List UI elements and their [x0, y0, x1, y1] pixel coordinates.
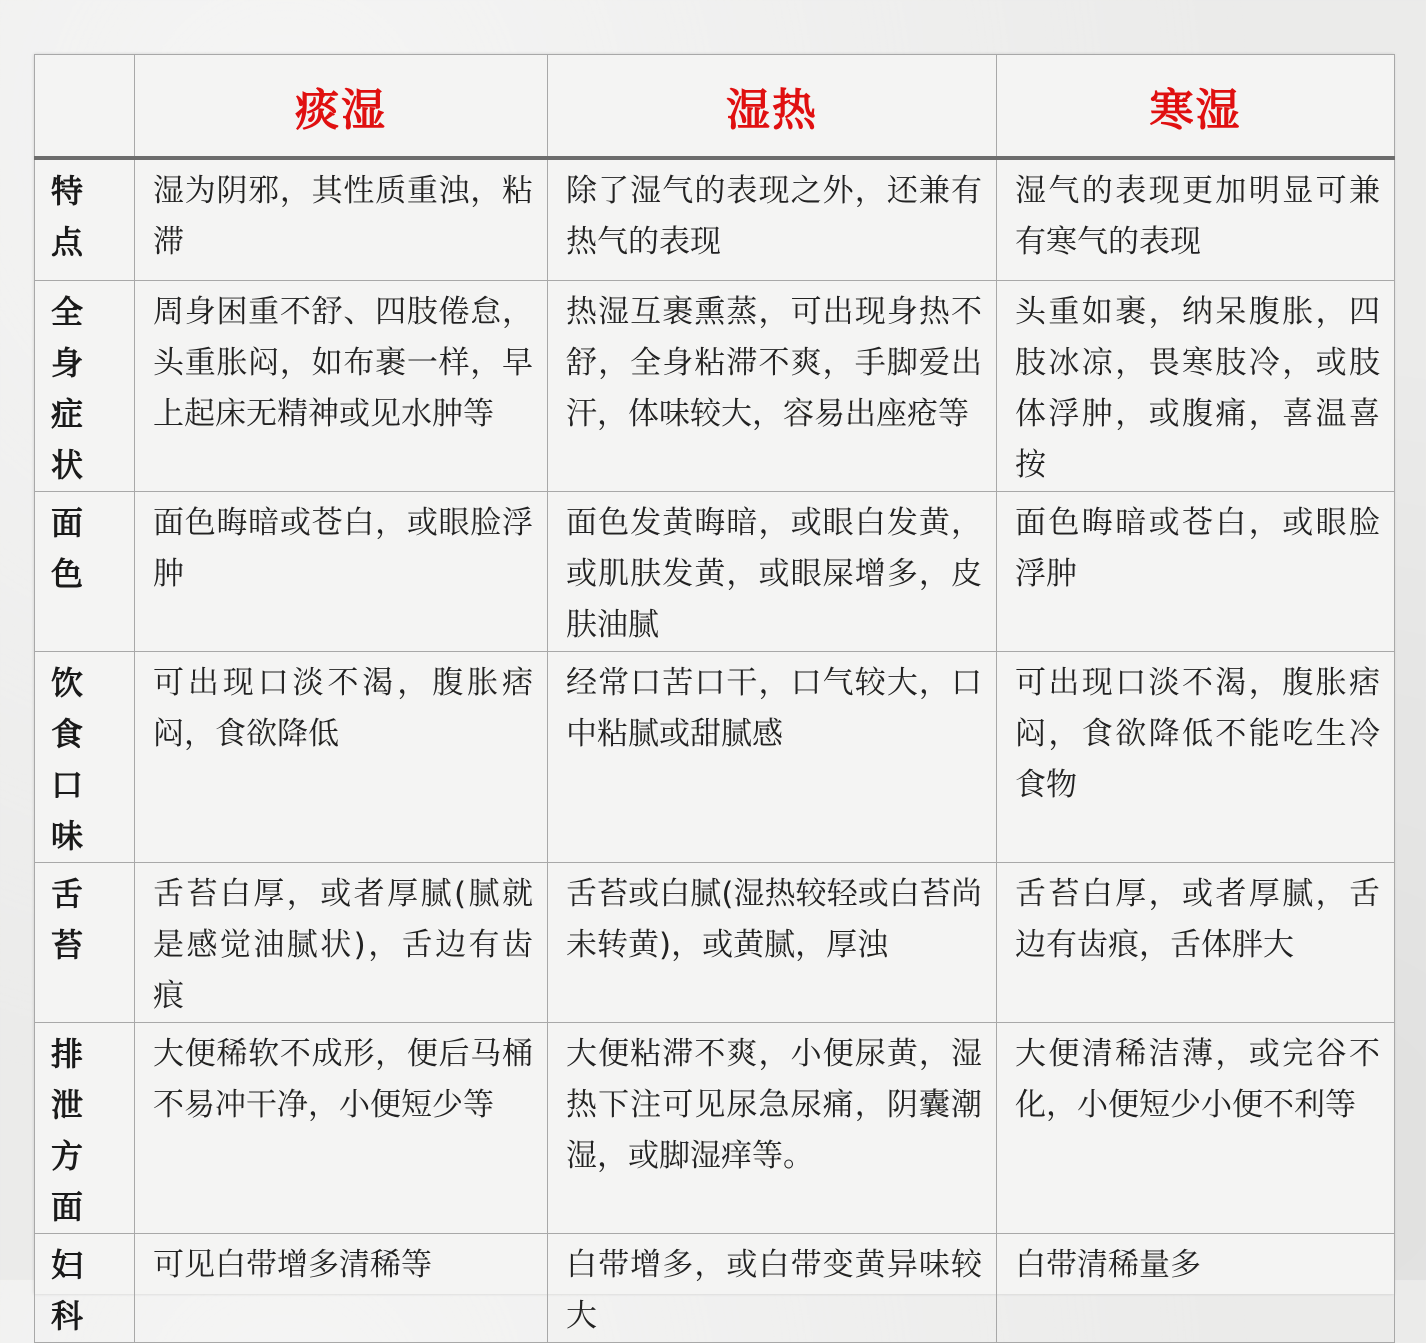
- cell-phlegm-dampness: 面色晦暗或苍白，或眼脸浮肿: [135, 492, 548, 652]
- table-row-gynecology: [35, 1234, 1395, 1343]
- header-row: [35, 55, 1395, 159]
- cell-cold-dampness: 舌苔白厚，或者厚腻，舌边有齿痕，舌体胖大: [997, 863, 1395, 1023]
- cell-cold-dampness: 头重如裹，纳呆腹胀，四肢冰凉，畏寒肢冷，或肢体浮肿，或腹痛，喜温喜按: [997, 281, 1395, 492]
- row-label: 全 身 症 状: [35, 281, 135, 492]
- column-header-damp-heat: 湿热: [548, 55, 997, 159]
- cell-damp-heat: 热湿互裹熏蒸，可出现身热不舒，全身粘滞不爽，手脚爱出汗，体味较大，容易出座疮等: [548, 281, 997, 492]
- row-label: 妇 科: [35, 1234, 135, 1343]
- table-row-tongue-coating: [35, 863, 1395, 1023]
- cell-damp-heat: 除了湿气的表现之外，还兼有热气的表现: [548, 158, 997, 281]
- cell-phlegm-dampness: 舌苔白厚，或者厚腻(腻就是感觉油腻状)，舌边有齿痕: [135, 863, 548, 1023]
- row-label: 饮 食 口 味: [35, 652, 135, 863]
- cell-cold-dampness: 湿气的表现更加明显可兼有寒气的表现: [997, 158, 1395, 281]
- cell-cold-dampness: 面色晦暗或苍白，或眼脸浮肿: [997, 492, 1395, 652]
- row-label: 排 泄 方 面: [35, 1023, 135, 1234]
- cell-phlegm-dampness: 湿为阴邪，其性质重浊，粘滞: [135, 158, 548, 281]
- table-row-diet-taste: [35, 652, 1395, 863]
- table-row-excretion: [35, 1023, 1395, 1234]
- column-header-phlegm-dampness: 痰湿: [135, 55, 548, 159]
- cell-phlegm-dampness: 可见白带增多清稀等: [135, 1234, 548, 1343]
- row-label: 面 色: [35, 492, 135, 652]
- row-label: 特 点: [35, 158, 135, 281]
- cell-cold-dampness: 可出现口淡不渴，腹胀痞闷，食欲降低不能吃生冷食物: [997, 652, 1395, 863]
- table-row-complexion: [35, 492, 1395, 652]
- cell-damp-heat: 大便粘滞不爽，小便尿黄，湿热下注可见尿急尿痛，阴囊潮湿，或脚湿痒等。: [548, 1023, 997, 1234]
- cell-damp-heat: 面色发黄晦暗，或眼白发黄，或肌肤发黄，或眼屎增多，皮肤油腻: [548, 492, 997, 652]
- cell-damp-heat: 白带增多，或白带变黄异味较大: [548, 1234, 997, 1343]
- table-row-characteristics: [35, 158, 1395, 281]
- dampness-comparison-table: [34, 54, 1395, 1343]
- column-header-cold-dampness: 寒湿: [997, 55, 1395, 159]
- cell-phlegm-dampness: 大便稀软不成形，便后马桶不易冲干净，小便短少等: [135, 1023, 548, 1234]
- cell-phlegm-dampness: 周身困重不舒、四肢倦怠，头重胀闷，如布裹一样，早上起床无精神或见水肿等: [135, 281, 548, 492]
- corner-cell: [35, 55, 135, 159]
- comparison-table-panel: [34, 54, 1394, 1335]
- cell-damp-heat: 舌苔或白腻(湿热较轻或白苔尚未转黄)，或黄腻，厚浊: [548, 863, 997, 1023]
- cell-cold-dampness: 白带清稀量多: [997, 1234, 1395, 1343]
- cell-damp-heat: 经常口苦口干，口气较大，口中粘腻或甜腻感: [548, 652, 997, 863]
- table-row-systemic-symptoms: [35, 281, 1395, 492]
- row-label: 舌 苔: [35, 863, 135, 1023]
- cell-phlegm-dampness: 可出现口淡不渴，腹胀痞闷，食欲降低: [135, 652, 548, 863]
- cell-cold-dampness: 大便清稀洁薄，或完谷不化，小便短少小便不利等: [997, 1023, 1395, 1234]
